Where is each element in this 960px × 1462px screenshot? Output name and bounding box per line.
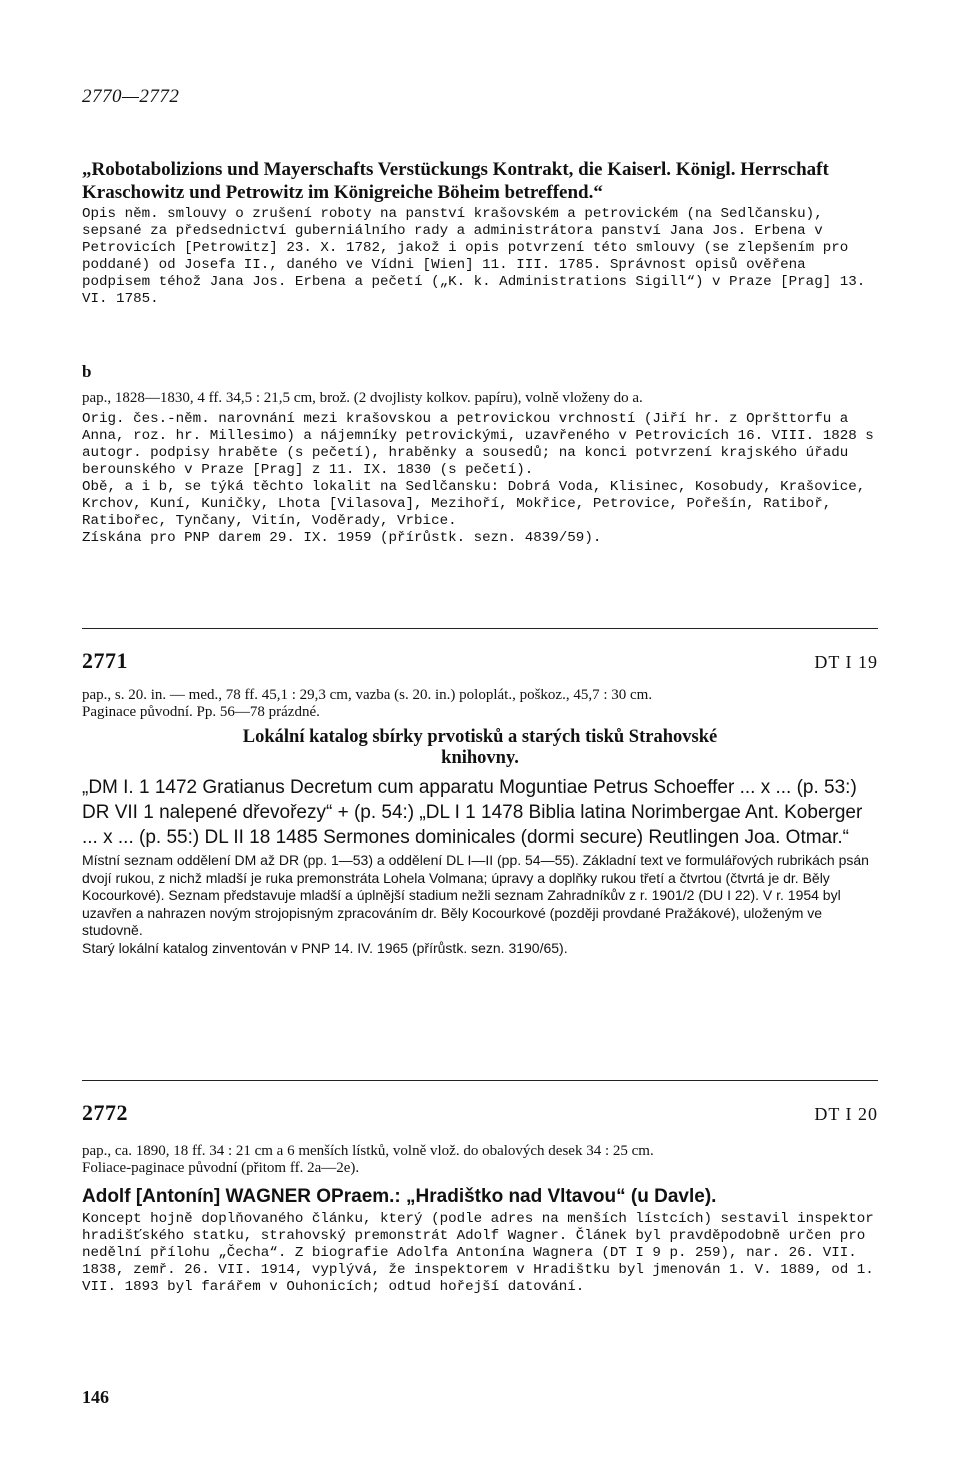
entry-signature: DT I 19 [814, 652, 878, 672]
entry-number: 2772 [82, 1100, 128, 1125]
pagination-note: Foliace-paginace původní (přitom ff. 2a—2e). [82, 1160, 360, 1176]
entry-description: Koncept hojně doplňovaného článku, který (podle adres na menších lístcích) sestavil inspektor hradišťského statku, strahovský premonstrát Adolf Wagner. Článek byl pravděpodobně určen pro nedělní přílohu „Čecha“. Z biografie Adolfa Antonína Wagnera (DT I 9 p. 259), nar. 26. VII. 1838, zemř. 26. VII. 1914, vyplývá, že inspektorem v Hradištku byl jmenován 1. V. 1889, od 1. VII. 1893 byl farářem v Ouhonicích; odtud hořejší datování. [82, 1211, 874, 1295]
entry-2771-body [82, 687, 878, 957]
entry-title: Adolf [Antonín] WAGNER OPraem.: „Hradištko nad Vltavou“ (u Davle). [82, 1186, 717, 1207]
entry-2772-heading [82, 1100, 878, 1130]
physical-description: pap., s. 20. in. — med., 78 ff. 45,1 : 29,3 cm, vazba (s. 20. in.) poloplát., poškoz., 45,7 : 30 cm. [82, 687, 653, 703]
localities-note: Obě, a i b, se týká těchto lokalit na Sedlčansku: Dobrá Voda, Klisinec, Kosobudy, Krašovice, Krchov, Kuní, Kuničky, Lhota [Vilasova], Mezihoří, Mokřice, Petrovice, Pořešín, Ratiboř, Ratibořec, Tynčany, Vitín, Voděrady, Vrbice. [82, 479, 866, 529]
entry-2770-title: „Robotabolizions und Mayerschafts Verstückungs Kontrakt, die Kaiserl. Königl. Herrschaft Kraschowitz und Petrowitz im Königreiche Böheim betreffend.“ [82, 159, 829, 203]
entry-2771-heading [82, 648, 878, 678]
acquisition-note: Starý lokální katalog zinventován v PNP 14. IV. 1965 (přírůstk. sezn. 3190/65). [82, 939, 568, 956]
physical-description: pap., 1828—1830, 4 ff. 34,5 : 21,5 cm, brož. (2 dvojlisty kolkov. papíru), volně vloženy do a. [82, 390, 643, 406]
entry-2770-section-b [82, 362, 878, 547]
incipit-quote: „DM I. 1 1472 Gratianus Decretum cum apparatu Moguntiae Petrus Schoeffer ... x ... (p. 53:) DR VII 1 nalepené dřevořezy“ + (p. 54:) „DL I 1 1478 Biblia latina Norimbergae Ant. Koberger ... x ... (p. 55:) DL II 18 1485 Sermones dominicales (dormi secure) Reutlingen Joa. Otmar.“ [82, 777, 863, 848]
acquisition-note: Získána pro PNP darem 29. IX. 1959 (přírůstk. sezn. 4839/59). [82, 530, 602, 546]
entry-title: Lokální katalog sbírky prvotisků a starých tisků Strahovské knihovny. [242, 727, 718, 768]
divider-rule [82, 1080, 878, 1081]
entry-2772-body [82, 1143, 878, 1296]
physical-description: pap., ca. 1890, 18 ff. 34 : 21 cm a 6 menších lístků, volně vlož. do obalových desek 34 : 25 cm. [82, 1143, 654, 1159]
entry-2770-section-a [82, 158, 878, 308]
divider-rule [82, 628, 878, 629]
section-letter: b [82, 362, 92, 381]
section-b-description: Orig. čes.-něm. narovnání mezi krašovskou a petrovickou vrchností (Jiří hr. z Opršttorfu a Anna, roz. hr. Millesimo) a nájemníky petrovickými, uzavřeného v Petrovicích 16. VIII. 1828 s autogr. podpisy hraběte (s pečetí), hraběnky a sousedů; na konci potvrzení krajského úřadu berounského v Praze [Prag] z 11. IX. 1830 (s pečetí). [82, 411, 874, 478]
page-number: 146 [82, 1387, 109, 1407]
entry-2770-description: Opis něm. smlouvy o zrušení roboty na panství krašovském a petrovickém (na Sedlčansku), sepsané za předsednictví guberniálního rady a administrátora panství Jana Jos. Erbena v Petrovicích [Petrowitz] 23. X. 1782, jakož i opis potvrzení této smlouvy (se zlepšením pro poddané) od Josefa II., daného ve Vídni [Wien] 11. III. 1785. Správnost opisů ověřena podpisem téhož Jana Jos. Erbena a pečetí („K. k. Administrations Sigill“) v Praze [Prag] 13. VI. 1785. [82, 206, 866, 307]
entry-description: Místní seznam oddělení DM až DR (pp. 1—53) a oddělení DL I—II (pp. 54—55). Základní text ve formulářových rubrikách psán dvojí rukou, z nichž mladší je ruka premonstráta Lohela Volmana; úpravy a doplňky rukou třetí a čtvrtou (čtvrtá je dr. Běly Kocourkové). Seznam představuje mladší a úplnější stadium nežli seznam Zahradníkův z r. 1901/2 (DU I 22). V r. 1954 byl uzavřen a nahrazen novým strojopisným zpracováním dr. Běly Kocourkové (později provdané Pražákové), uloženým ve studovně. [82, 852, 869, 938]
entry-number: 2771 [82, 648, 128, 673]
running-header: 2770—2772 [82, 86, 180, 107]
pagination-note: Paginace původní. Pp. 56—78 prázdné. [82, 704, 320, 720]
entry-signature: DT I 20 [814, 1104, 878, 1124]
